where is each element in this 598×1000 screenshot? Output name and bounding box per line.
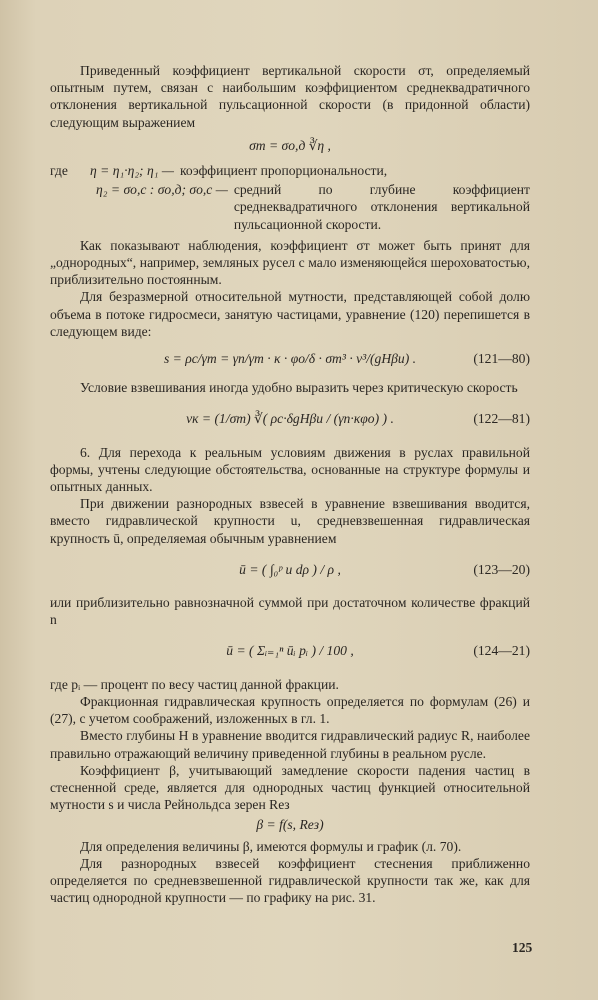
- paragraph-3: Для безразмерной относительной мутности, представляющей собой долю объема в потоке гидросмеси, занятую частицами, уравнение (120) перепишется в следующем виде:: [50, 289, 530, 339]
- paragraph-10: Вместо глубины H в уравнение вводится гидравлический радиус R, наиболее правильно отражающий величину приведенной глубины в реальном русле.: [50, 728, 530, 761]
- page-number: 125: [512, 940, 533, 955]
- paragraph-8: где pᵢ — процент по весу частиц данной фракции.: [50, 676, 339, 692]
- where-line-2: η₂ = σо,с : σо,д; σо,с — средний по глубине коэффициент среднеквадратичного отклонения вертикальной пульсационной скорости.: [96, 182, 530, 232]
- paragraph-11: Коэффициент β, учитывающий замедление скорости падения частиц в стесненной среде, является для однородных частиц функцией относительной мутности s и числа Рейнольдса зерен Reз: [50, 762, 530, 813]
- paragraph-6: При движении разнородных взвесей в уравнение взвешивания вводится, вместо гидравлической крупности u, средневзвешенная гидравлическая крупность ū, определяемая обычным уравнением: [50, 496, 530, 546]
- equation-121-80: s = ρс/γт = γп/γт · κ · φо/δ · σт³ · v³/(gHβu) . (121—80): [163, 351, 530, 367]
- page-text: [50, 62, 530, 906]
- where-line-1: где η = η₁·η₂; η₁ — коэффициент пропорциональности,: [50, 163, 388, 179]
- equation-number: (122—81): [473, 411, 530, 427]
- paragraph-13: Для разнородных взвесей коэффициент стеснения приближенно определяется по средневзвешенной гидравлической крупности так же, как для частиц однородной крупности — по графику на рис. 31.: [50, 855, 530, 906]
- paragraph-9: Фракционная гидравлическая крупность определяется по формулам (26) и (27), с учетом соображений, изложенных в гл. 1.: [50, 693, 530, 727]
- equation-number: (121—80): [473, 351, 530, 367]
- paragraph-1: Приведенный коэффициент вертикальной скорости σт, определяемый опытным путем, связан с наибольшим коэффициентом среднеквадратичного отклонения вертикальной пульсационной скорости (в придонной области) следующим выражением: [50, 63, 530, 130]
- paragraph-7: или приблизительно равнозначной суммой при достаточном количестве фракций n: [50, 595, 530, 628]
- equation-number: (123—20): [473, 561, 530, 577]
- equation-beta: β = f(s, Reз): [256, 817, 324, 833]
- equation-number: (124—21): [473, 643, 530, 659]
- equation-sigma-t: σт = σо,д ∛η ,: [249, 137, 331, 153]
- equation-122-81: vк = (1/σт) ∛( ρс·δgHβu / (γп·κφо) ) . (122—81): [186, 411, 530, 427]
- paragraph-2: Как показывают наблюдения, коэффициент σт может быть принят для „однородных“, например, земляных русел с мало изменяющейся шероховатостью, приблизительно постоянным.: [50, 237, 530, 288]
- equation-124-21: ū = ( Σᵢ₌₁ⁿ ūᵢ pᵢ ) / 100 , (124—21): [226, 643, 530, 659]
- paragraph-12: Для определения величины β, имеются формулы и график (л. 70).: [80, 838, 462, 854]
- equation-123-20: ū = ( ∫₀ᵖ u dρ ) / ρ , (123—20): [239, 561, 530, 577]
- paragraph-4: Условие взвешивания иногда удобно выразить через критическую скорость: [80, 380, 518, 396]
- paragraph-5: 6. Для перехода к реальным условиям движения в руслах правильной формы, учтены следующие обстоятельства, основанные на структуре формулы и опытных данных.: [50, 444, 530, 495]
